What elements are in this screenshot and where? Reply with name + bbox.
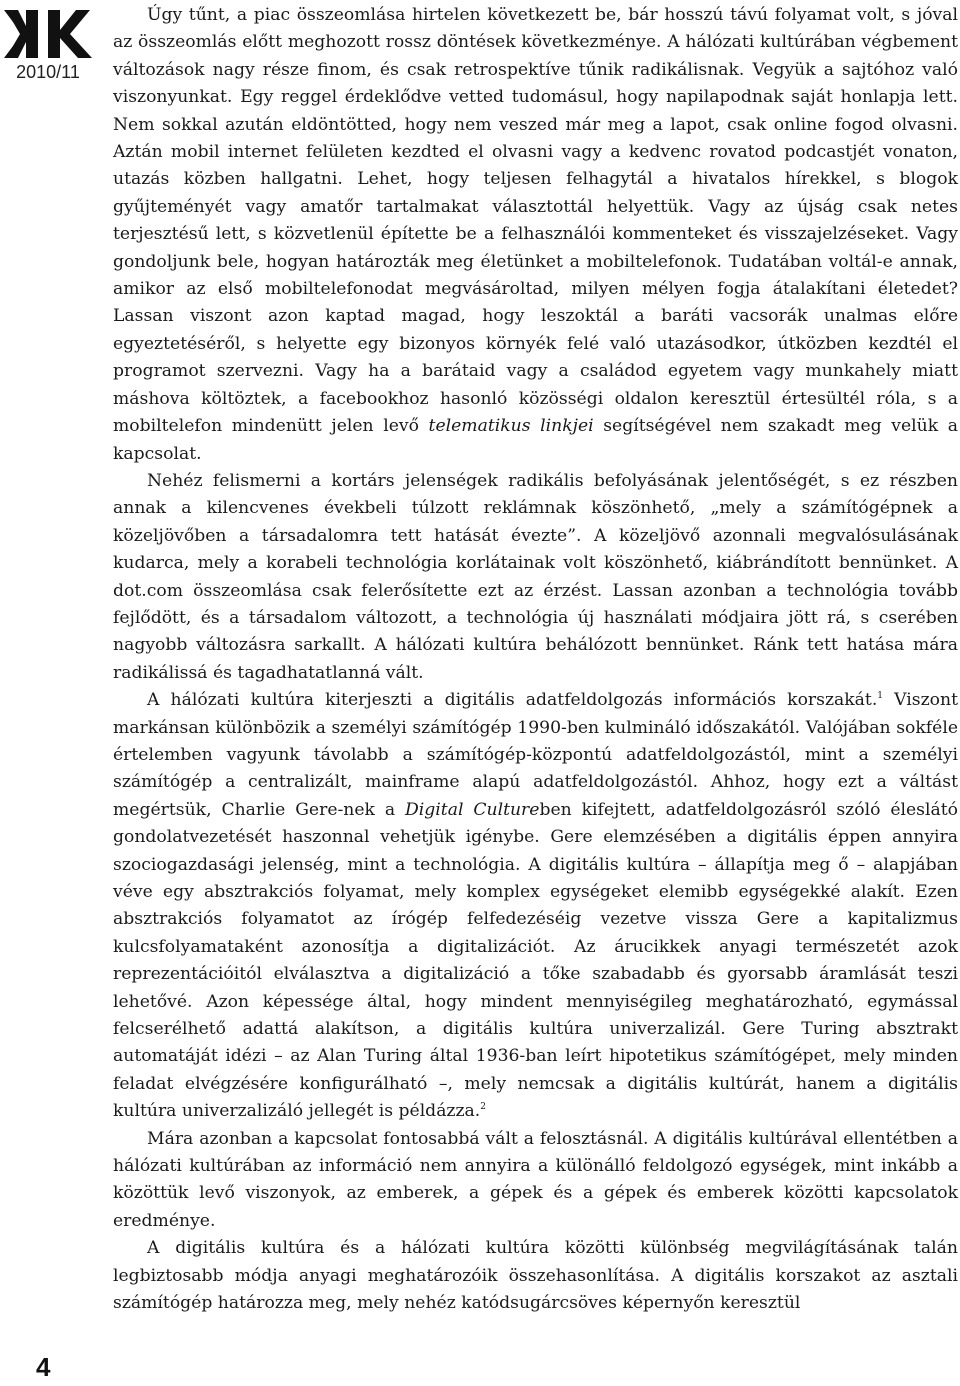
- issue-number: 2010/11: [16, 62, 80, 82]
- paragraph-text: segítségével nem szakadt meg velük a kapcsolat.: [113, 416, 958, 464]
- emphasis-text: Digital Culture: [405, 799, 540, 820]
- paragraph-text: Viszont markánsan különbözik a személyi számítógép 1990-ben kulmináló időszakától. Valójában sokféle értelemben vagyunk távolabb a számítógép-központú adatfeldolgozástól, mint a személyi számítógép a centralizált, mainframe alapú adatfeldolgozástól. Ahhoz, hogy ezt a váltást megértsük, Charlie Gere-nek a: [113, 690, 958, 820]
- page-number: 4: [36, 1352, 51, 1382]
- paragraph: [113, 1126, 958, 1236]
- paragraph: [113, 2, 958, 468]
- paragraph: [113, 468, 958, 687]
- paragraph-text: A digitális kultúra és a hálózati kultúra közötti különbség megvilágításának talán legbiztosabb módja anyagi meghatározóik összehasonlítása. A digitális korszakot az asztali számítógép határozza meg, mely nehéz katódsugárcsöves képernyőn keresztül: [113, 1238, 958, 1314]
- paragraph-text: A hálózati kultúra kiterjeszti a digitális adatfeldolgozás információs korszakát.: [147, 690, 878, 711]
- paragraph-text: ben kifejtett, adatfeldolgozásról szóló éleslátó gondolatvezetését haszonnal vehetjük igénybe. Gere elemzésében a digitális éppen annyira szociogazdasági jelenség, mint a technológia. A digitális kultúra – állapítja meg ő – alapjában véve egy absztrakciós folyamat, mely komplex egységeket elemibb egységekké alakít. Ezen absztrakciós folyamatot az írógép felfedezéséig vezetve vissza Gere a kapitalizmus kulcsfolyamataként azonosítja a digitalizációt. Az árucikkek anyagi természetét azok reprezentációitól elválasztva a digitalizáció a tőke szabadabb és gyorsabb áramlását teszi lehetővé. Azon képessége által, hogy mindent mennyiségileg meghatározható, egymással felcserélhető adattá alakítson, a digitális kultúra univerzalizál. Gere Turing absztrakt automatáját idézi – az Alan Turing által 1936-ban leírt hipotetikus számítógépet, mely minden feladat elvégzésére konfigurálható –, mely nemcsak a digitális kultúrát, hanem a digitális kultúra univerzalizáló jellegét is példázza.: [113, 799, 958, 1122]
- paragraph: [113, 687, 958, 1126]
- kk-logo-icon: [2, 8, 94, 60]
- page-margin: [0, 0, 96, 1386]
- paragraph-text: Nehéz felismerni a kortárs jelenségek radikális befolyásának jelentőségét, s ez részben annak a kilencvenes évekbeli túlzott reklámnak köszönhető, „mely a számítógépnek a közeljövőben a társadalomra tett hatását évezte”. A közeljövő azonnali megvalósulásának kudarca, mely a korabeli technológia korlátainak volt köszönhető, kiábrándított bennünket. A dot.com összeomlása csak felerősítette ezt az érzést. Lassan azonban a technológia tovább fejlődött, és a társadalom változott, a technológia új használati módjaira jött rá, s cserében nagyobb változásra sarkallt. A hálózati kultúra behálózott bennünket. Ránk tett hatása mára radikálissá és tagadhatatlanná vált.: [113, 470, 958, 683]
- paragraph: [113, 1235, 958, 1317]
- paragraph-text: Mára azonban a kapcsolat fontosabbá vált a felosztásnál. A digitális kultúrával ellentétben a hálózati kultúrában az információ nem annyira a különálló feldolgozó egységek, mint inkább a közöttük levő viszonyok, az emberek, a gépek és a gépek és emberek közötti kapcsolatok eredménye.: [113, 1128, 958, 1231]
- paragraph-text: Úgy tűnt, a piac összeomlása hirtelen következett be, bár hosszú távú folyamat volt, s jóval az összeomlás előtt meghozott rossz döntések következménye. A hálózati kultúrában végbement változások nagy része finom, és csak retrospektíve tűnik radikálisnak. Vegyük a sajtóhoz való viszonyunkat. Egy reggel érdeklődve vetted tudomásul, hogy napilapodnak saját honlapja lett. Nem sokkal azután eldöntötted, hogy nem veszed már meg a lapot, csak online fogod olvasni. Aztán mobil internet felületen kezdted el olvasni vagy a kedvenc rovatod podcastjét vonaton, utazás közben hallgatni. Lehet, hogy teljesen felhagytál a hivatalos hírekkel, s blogok gyűjteményét vagy amatőr tartalmakat választottál helyettük. Vagy az újság csak netes terjesztésű lett, s közvetlenül építette be a felhasználói kommenteket és visszajelzéseket. Vagy gondoljunk bele, hogyan határozták meg életünket a mobiltelefonok. Tudatában voltál-e annak, amikor az első mobiltelefonodat megvásároltad, milyen mélyen fogja átalakítani életedet? Lassan viszont azon kaptad magad, hogy leszoktál a baráti vacsorák unalmas előre egyeztetéséről, s helyette egy bizonyos környék felé való utazásodkor, útközben kezdtél el programot szervezni. Vagy ha a barátaid vagy a családod egyetem vagy munkahely miatt máshova költöztek, a facebookhoz hasonló közösségi oldalon keresztül értesültél róla, s a mobiltelefon mindenütt jelen levő: [113, 5, 958, 437]
- article-body: [113, 0, 958, 1318]
- footnote-ref: 1: [877, 691, 884, 702]
- footnote-ref: 2: [480, 1102, 486, 1113]
- emphasis-text: telematikus linkjei: [428, 416, 594, 437]
